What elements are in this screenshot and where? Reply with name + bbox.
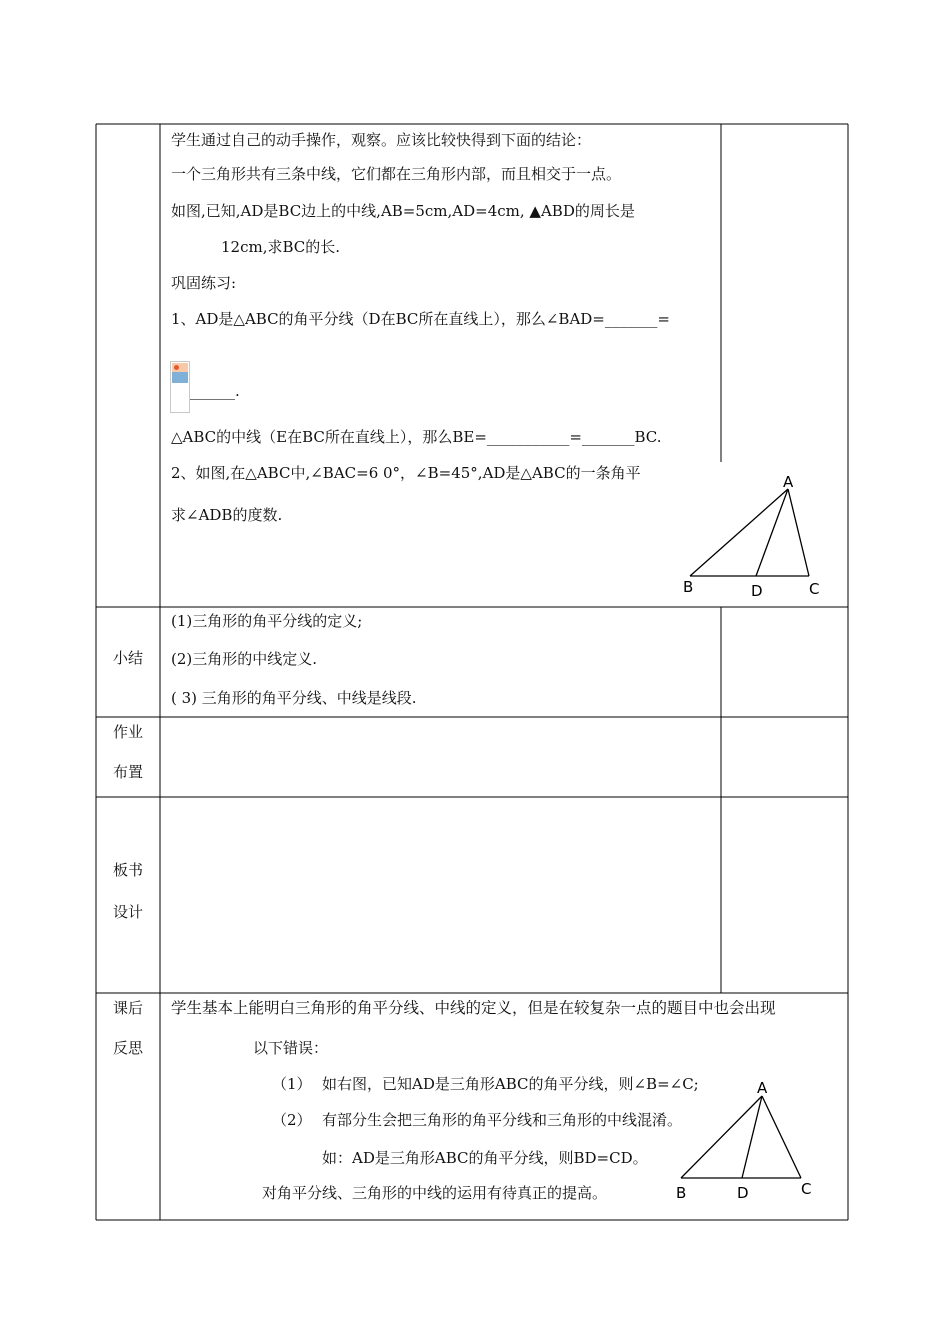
row2-label: 小结 <box>112 649 143 667</box>
reflection-line1: 学生基本上能明白三角形的角平分线、中线的定义，但是在较复杂一点的题目中也会出现 <box>171 999 776 1017</box>
fig1-label-c: C <box>809 580 820 598</box>
row4-label-line1: 板书 <box>112 861 143 879</box>
row5-label-line2: 反思 <box>112 1039 143 1057</box>
row1-line7: ______. <box>190 382 240 400</box>
fig2-label-d: D <box>737 1184 749 1202</box>
summary-item-1: (1)三角形的角平分线的定义; <box>171 612 363 630</box>
row1-line8: △ABC的中线（E在BC所在直线上），那么BE=___________=_______BC. <box>171 428 662 446</box>
row4-label-line2: 设计 <box>112 903 143 921</box>
fig1-label-d: D <box>751 582 763 600</box>
fig1-label-b: B <box>683 578 694 596</box>
fig2-label-b: B <box>676 1184 687 1202</box>
reflection-item2-num: （2） <box>272 1111 312 1129</box>
fig1-label-a: A <box>783 473 794 491</box>
row1-line4: 12cm,求BC的长. <box>221 238 341 256</box>
reflection-item2-text: 有部分生会把三角形的角平分线和三角形的中线混淆。 <box>322 1111 683 1129</box>
row1-line5: 巩固练习: <box>171 274 237 292</box>
row1-line10: 求∠ADB的度数. <box>171 506 283 524</box>
row1-line9: 2、如图,在△ABC中,∠BAC=6 0°，∠B=45°,AD是△ABC的一条角平 <box>171 464 641 482</box>
fig2-label-a: A <box>757 1079 768 1097</box>
reflection-item1-num: （1） <box>272 1075 312 1093</box>
summary-item-3: ( 3) 三角形的角平分线、中线是线段. <box>171 689 417 707</box>
row1-line1: 学生通过自己的动手操作，观察。应该比较快得到下面的结论： <box>171 131 592 149</box>
reflection-line4: 对角平分线、三角形的中线的运用有待真正的提高。 <box>262 1184 608 1202</box>
reflection-item1-text: 如右图，已知AD是三角形ABC的角平分线，则∠B=∠C; <box>322 1075 699 1093</box>
row5-label-line1: 课后 <box>112 999 143 1017</box>
row3-label-line2: 布置 <box>112 763 143 781</box>
row3-label-line1: 作业 <box>112 723 143 741</box>
row1-line2: 一个三角形共有三条中线，它们都在三角形内部，而且相交于一点。 <box>171 165 622 183</box>
summary-item-2: (2)三角形的中线定义. <box>171 650 318 668</box>
fig2-label-c: C <box>801 1180 812 1198</box>
reflection-line3: 如：AD是三角形ABC的角平分线，则BD=CD。 <box>322 1149 648 1167</box>
reflection-line2: 以下错误： <box>253 1039 329 1057</box>
row1-line6: 1、AD是△ABC的角平分线（D在BC所在直线上），那么∠BAD=_______= <box>171 310 670 328</box>
row1-line3: 如图,已知,AD是BC边上的中线,AB=5cm,AD=4cm, ▲ABD的周长是 <box>171 202 635 220</box>
